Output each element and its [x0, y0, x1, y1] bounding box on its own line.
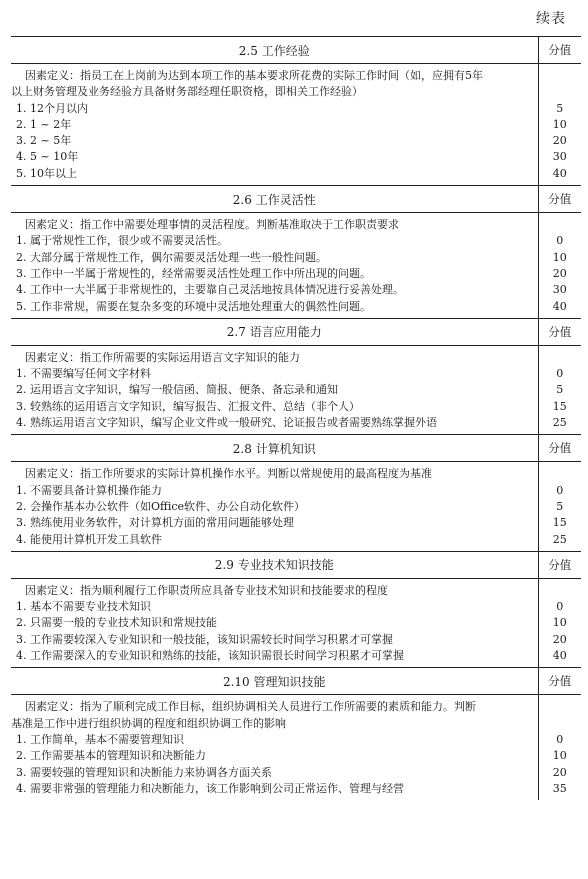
score-spacer	[539, 466, 582, 482]
continued-label: 续表	[536, 11, 566, 27]
section-body-row	[11, 578, 581, 667]
factor-definition: 因素定义：指为顺利履行工作职责所应具备专业技术知识和技能要求的程度	[25, 583, 388, 597]
level-item: 4. 熟练运用语言文字知识，编写企业文件或一般研究、论证报告或者需要熟练掌握外语	[16, 416, 437, 430]
level-score: 10	[552, 616, 567, 630]
level-item: 4. 需要非常强的管理能力和决断能力，该工作影响到公司正常运作、管理与经营	[16, 781, 404, 795]
section-content	[11, 64, 538, 186]
factor-definition: 以上财务管理及业务经验方具备财务部经理任职资格，即相关工作经验）	[11, 85, 363, 99]
level-item: 1. 基本不需要专业技术知识	[16, 600, 151, 614]
section-title: 2.9 专业技术知识技能	[11, 551, 538, 578]
level-item: 3. 2 ~ 5年	[16, 134, 72, 148]
level-item: 1. 12个月以内	[16, 101, 88, 115]
level-item: 4. 能使用计算机开发工具软件	[16, 532, 162, 546]
level-item: 3. 熟练使用业务软件，对计算机方面的常用问题能够处理	[16, 516, 294, 530]
section-scores	[538, 345, 581, 434]
section-scores	[538, 578, 581, 667]
section-scores	[538, 213, 581, 319]
level-score: 25	[552, 416, 567, 430]
score-spacer	[539, 716, 582, 732]
level-score: 0	[556, 732, 564, 746]
level-score: 10	[552, 117, 567, 131]
level-item: 2. 会操作基本办公软件（如Office软件、办公自动化软件）	[16, 499, 306, 513]
section-header-row	[11, 186, 581, 213]
level-score: 10	[552, 749, 567, 763]
score-column-header: 分值	[538, 318, 581, 345]
score-spacer	[539, 699, 582, 715]
level-score: 30	[552, 150, 567, 164]
factor-definition: 因素定义：指为了顺利完成工作目标，组织协调相关人员进行工作所需要的素质和能力。判断	[25, 700, 476, 714]
section-body-row	[11, 695, 581, 800]
level-item: 5. 10年以上	[16, 166, 77, 180]
level-score: 40	[552, 299, 567, 313]
level-score: 0	[556, 600, 564, 614]
level-score: 0	[556, 367, 564, 381]
score-spacer	[539, 68, 582, 84]
level-score: 15	[552, 399, 567, 413]
section-body-row	[11, 462, 581, 551]
level-score: 35	[552, 781, 567, 795]
section-header-row	[11, 551, 581, 578]
level-item: 1. 工作简单，基本不需要管理知识	[16, 732, 184, 746]
level-score: 0	[556, 234, 564, 248]
factor-definition: 因素定义：指工作所需要的实际运用语言文字知识的能力	[25, 350, 300, 364]
level-score: 20	[552, 266, 567, 280]
level-score: 20	[552, 134, 567, 148]
section-body-row	[11, 213, 581, 319]
score-column-header: 分值	[538, 668, 581, 695]
section-header-row	[11, 668, 581, 695]
level-item: 1. 不需要编写任何文字材料	[16, 367, 151, 381]
section-title: 2.8 计算机知识	[11, 435, 538, 462]
level-score: 40	[552, 649, 567, 663]
level-score: 25	[552, 532, 567, 546]
factor-definition: 基准是工作中进行组织协调的程度和组织协调工作的影响	[11, 716, 286, 730]
level-item: 2. 只需要一般的专业技术知识和常规技能	[16, 616, 217, 630]
score-spacer	[539, 84, 582, 100]
level-item: 2. 大部分属于常规性工作，偶尔需要灵活处理一些一般性问题。	[16, 250, 327, 264]
level-score: 20	[552, 632, 567, 646]
level-item: 5. 工作非常规，需要在复杂多变的环境中灵活地处理重大的偶然性问题。	[16, 299, 371, 313]
level-item: 4. 工作中一大半属于非常规性的，主要靠自己灵活地按具体情况进行妥善处理。	[16, 283, 404, 297]
level-item: 1. 属于常规性工作，很少或不需要灵活性。	[16, 234, 228, 248]
level-item: 3. 工作需要较深入专业知识和一般技能，该知识需较长时间学习积累才可掌握	[16, 632, 393, 646]
section-content	[11, 462, 538, 551]
level-item: 1. 不需要具备计算机操作能力	[16, 483, 162, 497]
section-content	[11, 578, 538, 667]
section-title: 2.5 工作经验	[11, 37, 538, 64]
level-item: 3. 需要较强的管理知识和决断能力来协调各方面关系	[16, 765, 272, 779]
level-score: 15	[552, 516, 567, 530]
level-score: 0	[556, 483, 564, 497]
level-item: 2. 运用语言文字知识，编写一般信函、简报、便条、备忘录和通知	[16, 383, 338, 397]
job-evaluation-table	[11, 36, 581, 800]
level-score: 5	[556, 499, 564, 513]
section-scores	[538, 64, 581, 186]
level-item: 2. 工作需要基本的管理知识和决断能力	[16, 749, 206, 763]
section-header-row	[11, 318, 581, 345]
score-column-header: 分值	[538, 551, 581, 578]
level-item: 4. 工作需要深入的专业知识和熟练的技能，该知识需很长时间学习积累才可掌握	[16, 649, 404, 663]
section-scores	[538, 695, 581, 800]
level-score: 30	[552, 283, 567, 297]
section-content	[11, 695, 538, 800]
factor-definition: 因素定义：指员工在上岗前为达到本项工作的基本要求所花费的实际工作时间（如，应拥有5年	[25, 69, 483, 82]
score-spacer	[539, 350, 582, 366]
level-score: 10	[552, 250, 567, 264]
section-scores	[538, 462, 581, 551]
score-column-header: 分值	[538, 435, 581, 462]
section-header-row	[11, 435, 581, 462]
level-score: 20	[552, 765, 567, 779]
level-item: 3. 工作中一半属于常规性的，经常需要灵活性处理工作中所出现的问题。	[16, 266, 371, 280]
section-title: 2.6 工作灵活性	[11, 186, 538, 213]
factor-definition: 因素定义：指工作所要求的实际计算机操作水平。判断以常规使用的最高程度为基准	[25, 467, 432, 481]
score-column-header: 分值	[538, 186, 581, 213]
level-item: 3. 较熟练的运用语言文字知识，编写报告、汇报文件、总结（非个人）	[16, 399, 360, 413]
factor-definition: 因素定义：指工作中需要处理事情的灵活程度。判断基准取决于工作职责要求	[25, 218, 399, 232]
score-spacer	[539, 217, 582, 233]
section-content	[11, 213, 538, 319]
section-header-row	[11, 37, 581, 64]
section-body-row	[11, 64, 581, 186]
level-item: 2. 1 ~ 2年	[16, 117, 72, 131]
section-title: 2.7 语言应用能力	[11, 318, 538, 345]
level-score: 5	[556, 101, 564, 115]
section-body-row	[11, 345, 581, 434]
level-score: 5	[556, 383, 564, 397]
level-item: 4. 5 ~ 10年	[16, 150, 79, 164]
score-column-header: 分值	[538, 37, 581, 64]
score-spacer	[539, 583, 582, 599]
level-score: 40	[552, 166, 567, 180]
section-title: 2.10 管理知识技能	[11, 668, 538, 695]
section-content	[11, 345, 538, 434]
